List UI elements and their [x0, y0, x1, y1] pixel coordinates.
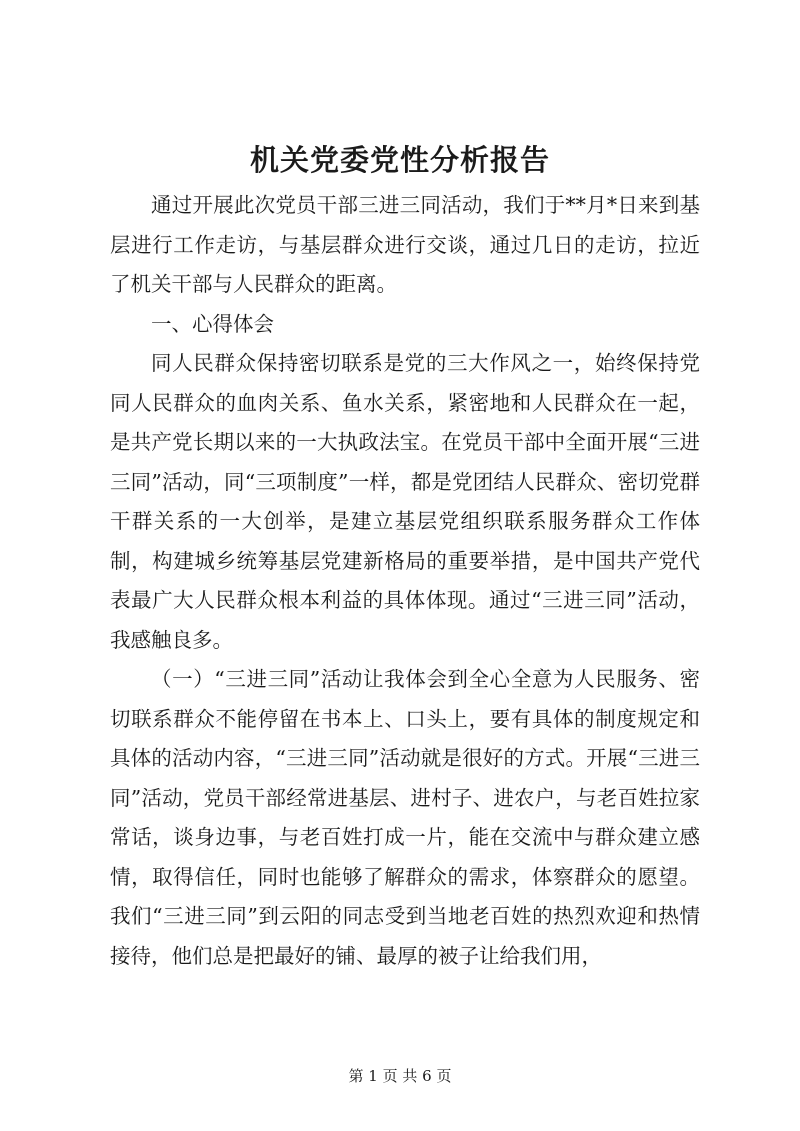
document-title: 机关党委党性分析报告 [249, 143, 550, 177]
page-number-footer: 第 1 页 共 6 页 [348, 1067, 452, 1085]
intro-paragraph: 通过开展此次党员干部三进三同活动，我们于**月*日来到基层进行工作走访，与基层群众进行交谈，通过几日的走访，拉近了机关干部与人民群众的距离。 [110, 193, 700, 296]
document-body [110, 186, 700, 976]
paragraph-mass-line: 同人民群众保持密切联系是党的三大作风之一，始终保持党同人民群众的血肉关系、鱼水关系，紧密地和人民群众在一起，是共产党长期以来的一大执政法宝。在党员干部中全面开展“三进三同”活动，同“三项制度”一样，都是党团结人民群众、密切党群干群关系的一大创举，是建立基层党组织联系服务群众工作体制，构建城乡统筹基层党建新格局的重要举措，是中国共产党代表最广大人民群众根本利益的具体体现。通过“三进三同”活动，我感触良多。 [110, 351, 700, 652]
section-heading-experience: 一、心得体会 [151, 311, 274, 336]
paragraph-point-one: （一）“三进三同”活动让我体会到全心全意为人民服务、密切联系群众不能停留在书本上、口头上，要有具体的制度规定和具体的活动内容，“三进三同”活动就是很好的方式。开展“三进三同”活动，党员干部经常进基层、进村子、进农户，与老百姓拉家常话，谈身边事，与老百姓打成一片，能在交流中与群众建立感情，取得信任，同时也能够了解群众的需求，体察群众的愿望。我们“三进三同”到云阳的同志受到当地老百姓的热烈欢迎和热情接待，他们总是把最好的铺、最厚的被子让给我们用， [110, 667, 700, 968]
